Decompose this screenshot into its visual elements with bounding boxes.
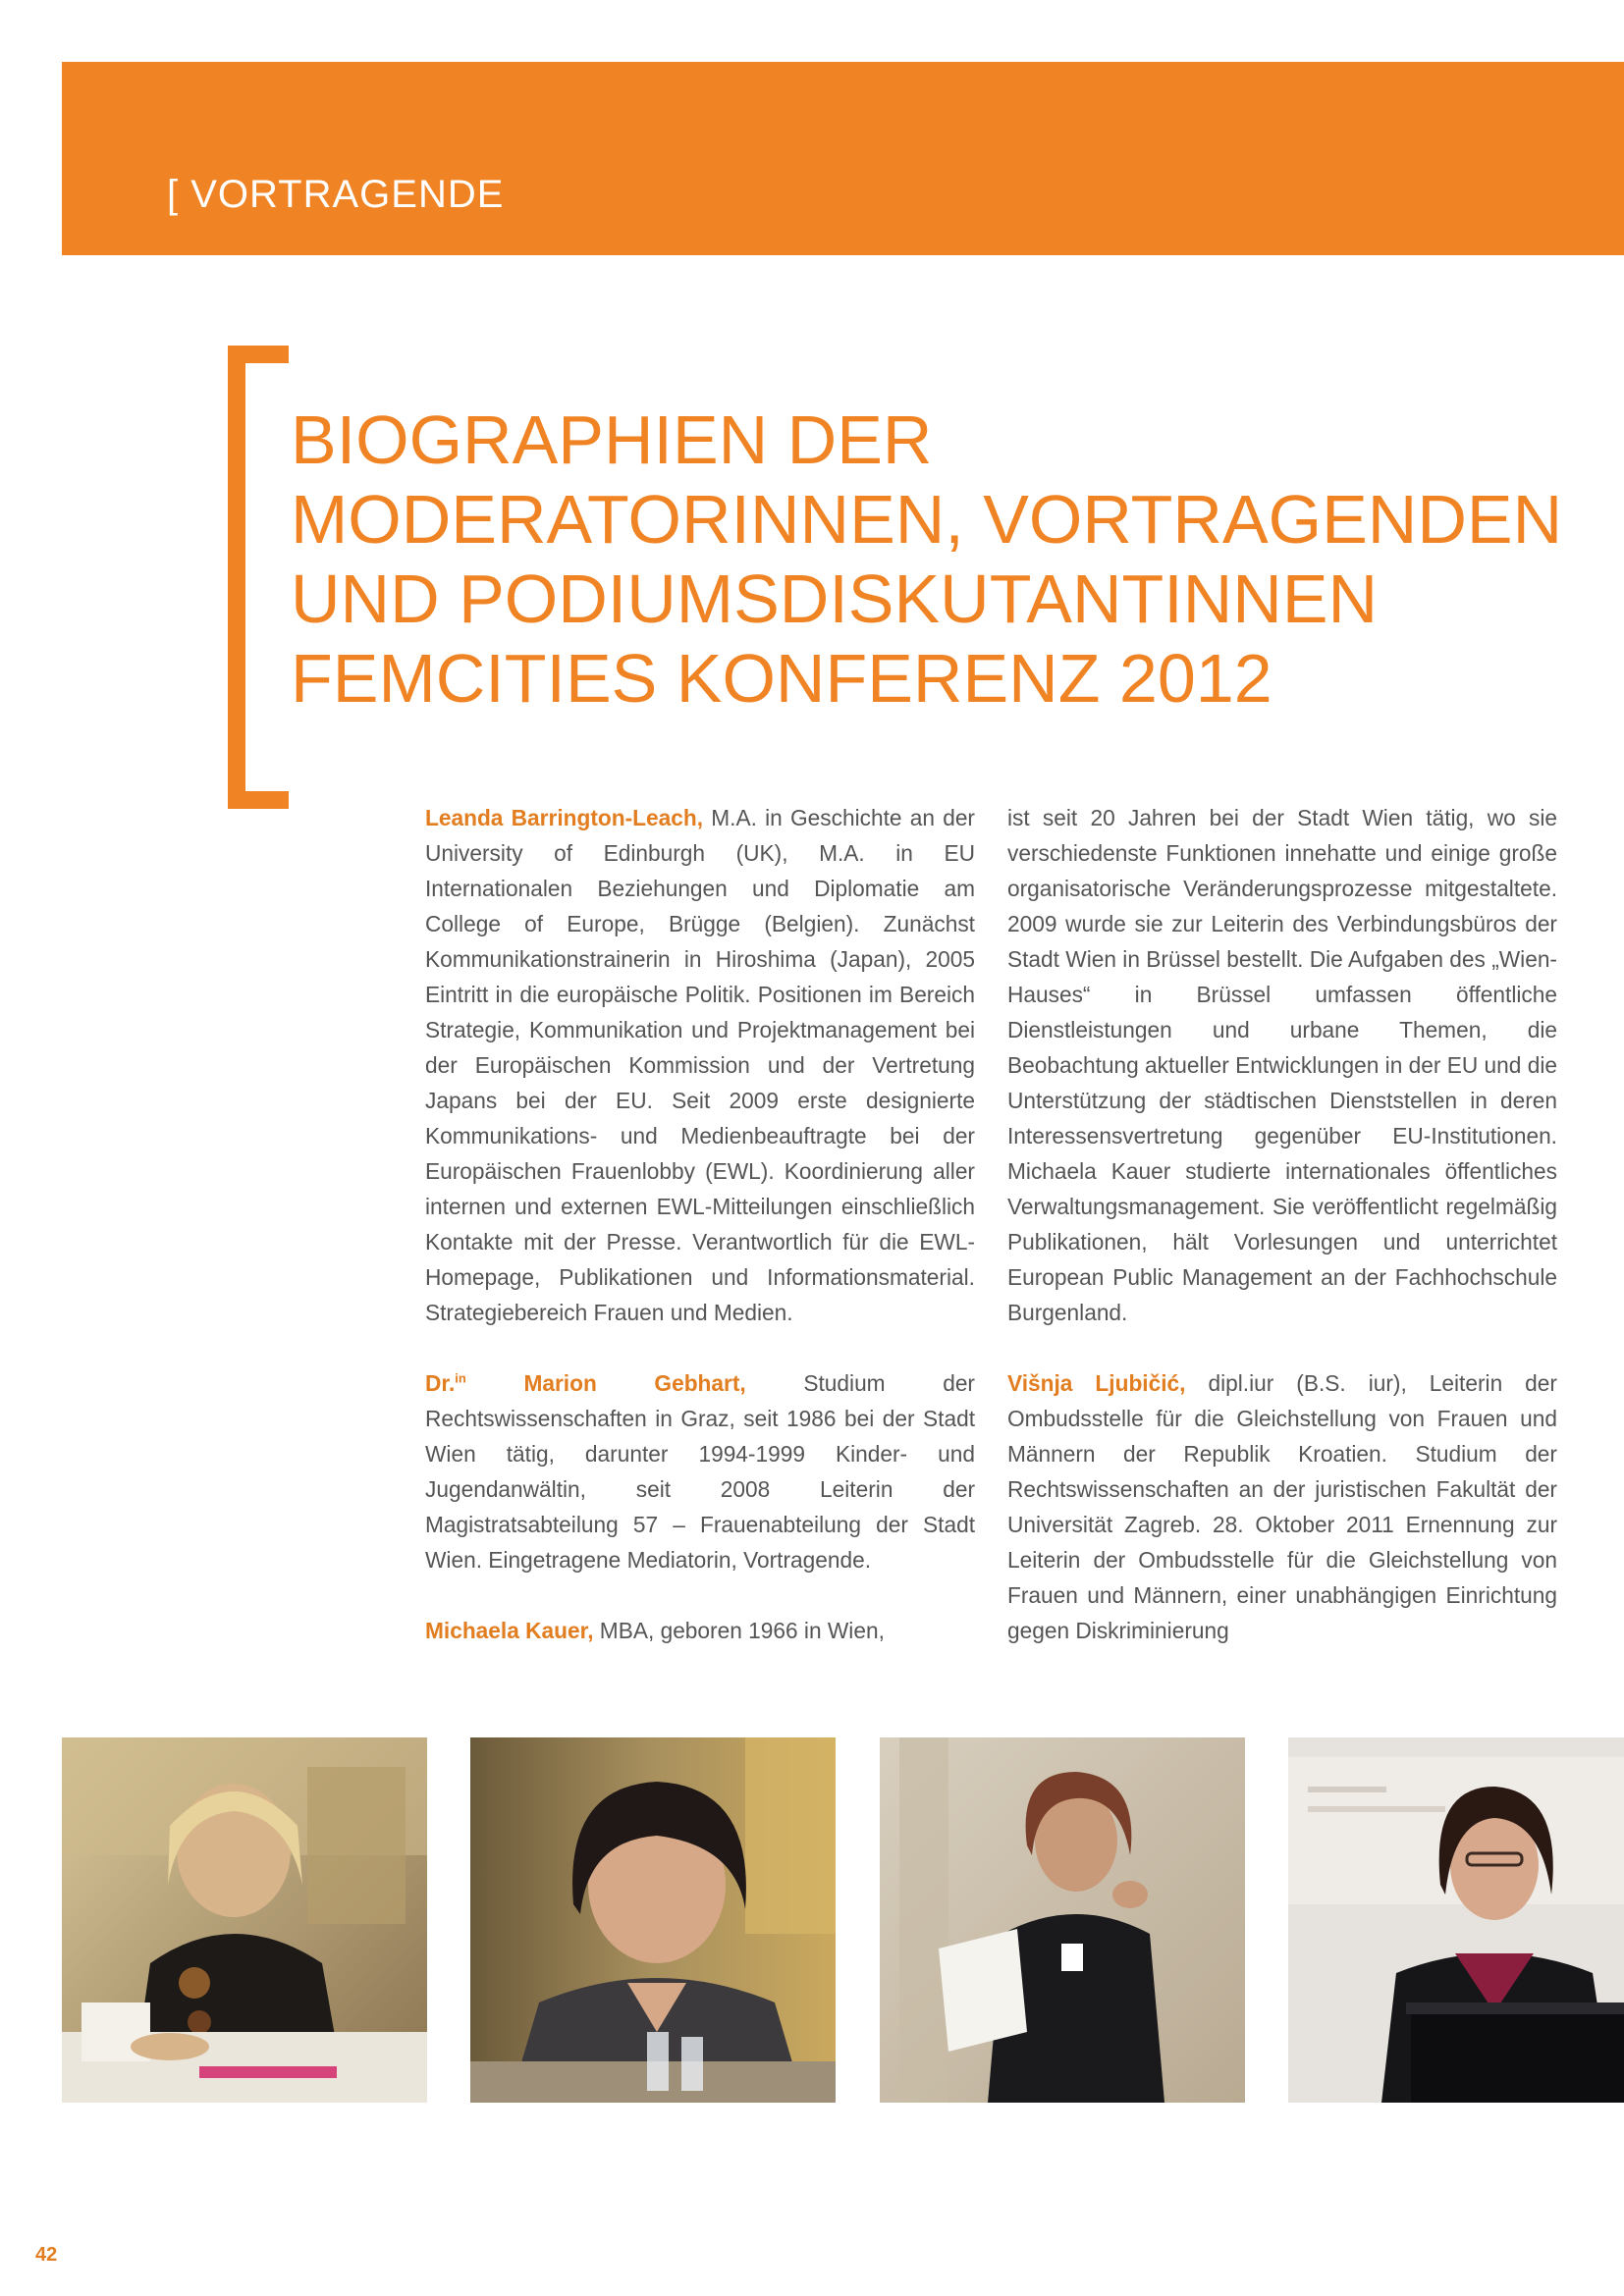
bio-name: Leanda Barrington-Leach, (425, 805, 704, 830)
name-prefix: Dr. (425, 1370, 456, 1396)
bio-text: dipl.iur (B.S. iur), Leiterin der Ombudsstelle für die Gleichstellung von Frauen und Männern der Republik Kroatien. Studium der Rechtswissenschaften an der juristischen Fakultät der Universität Zagreb. 28. Oktober 2011 Ernennung zur Leiterin der Ombudsstelle für die Gleichstellung von Frauen und Männern, einer unabhängigen Einrichtung gegen Diskriminierung (1007, 1370, 1557, 1643)
speaker-photo-4 (1288, 1737, 1624, 2103)
header-band (62, 62, 1624, 255)
text-column-left (425, 800, 975, 1683)
bio-name: Michaela Kauer, (425, 1618, 594, 1643)
title-line: MODERATORINNEN, VORTRAGENDEN (291, 481, 1563, 558)
bio-marion (425, 1365, 975, 1577)
page-number: 42 (35, 2244, 58, 2266)
bio-name: Višnja Ljubičić, (1007, 1370, 1186, 1396)
speaker-photo-2 (470, 1737, 836, 2103)
title-line: BIOGRAPHIEN DER (291, 401, 933, 478)
portrait-photo-icon (880, 1737, 1245, 2103)
bio-text: MBA, geboren 1966 in Wien, (593, 1618, 885, 1643)
bio-visnja (1007, 1365, 1557, 1648)
page-title (291, 400, 1606, 719)
portrait-photo-icon (1288, 1737, 1624, 2103)
bio-text: M.A. in Geschichte an der University of Edinburgh (UK), M.A. in EU Internationalen Beziehungen und Diplomatie am College of Europe, Brügge (Belgien). Zunächst Kommunikationstrainerin in Hiroshima (Japan), 2005 Eintritt in die europäische Politik. Positionen im Bereich Strategie, Kommunikation und Projektmanagement bei der Europäischen Kommission und der Vertretung Japans bei der EU. Seit 2009 erste designierte Kommunikations- und Medienbeauftragte bei der Europäischen Frauenlobby (EWL). Koordinierung aller internen und externen EWL-Mitteilungen einschließlich Kontakte mit der Presse. Verantwortlich für die EWL-Homepage, Publikationen und Informationsmaterial. Strategiebereich Frauen und Medien. (425, 805, 975, 1325)
bio-name (425, 1370, 746, 1396)
title-bracket (228, 346, 289, 809)
title-line: UND PODIUMSDISKUTANTINNEN (291, 561, 1379, 637)
name-main: Marion Gebhart, (465, 1370, 746, 1396)
bio-leanda (425, 800, 975, 1330)
section-label: [ VORTRAGENDE (167, 173, 505, 216)
bio-text: Studium der Rechtswissenschaften in Graz, seit 1986 bei der Stadt Wien tätig, darunter 1994-1999 Kinder- und Jugendanwältin, seit 2008 Leiterin der Magistratsabteilung 57 – Frauenabteilung der Stadt Wien. Eingetragene Mediatorin, Vortragende. (425, 1370, 975, 1573)
speaker-photo-3 (880, 1737, 1245, 2103)
portrait-photo-icon (470, 1737, 836, 2103)
bio-michaela-continued: ist seit 20 Jahren bei der Stadt Wien tätig, wo sie verschiedenste Funktionen innehatte und einige große organisatorische Veränderungsprozesse mitgestaltete. 2009 wurde sie zur Leiterin des Verbindungsbüros der Stadt Wien in Brüssel bestellt. Die Aufgaben des „Wien-Hauses“ in Brüssel umfassen öffentliche Dienstleistungen und urbane Themen, die Beobachtung aktueller Entwicklungen in der EU und die Unterstützung der städtischen Dienststellen in deren Interessensvertretung gegenüber EU-Institutionen. Michaela Kauer studierte internationales öffentliches Verwaltungsmanagement. Sie veröffentlicht regelmäßig Publikationen, hält Vorlesungen und unterrichtet European Public Management an der Fachhochschule Burgenland. (1007, 805, 1557, 1325)
title-line: FEMCITIES KONFERENZ 2012 (291, 640, 1272, 717)
name-superscript: in (455, 1370, 466, 1386)
speaker-photo-1 (62, 1737, 427, 2103)
text-column-right (1007, 800, 1557, 1683)
bio-michaela (425, 1613, 975, 1648)
portrait-photo-icon (62, 1737, 427, 2103)
